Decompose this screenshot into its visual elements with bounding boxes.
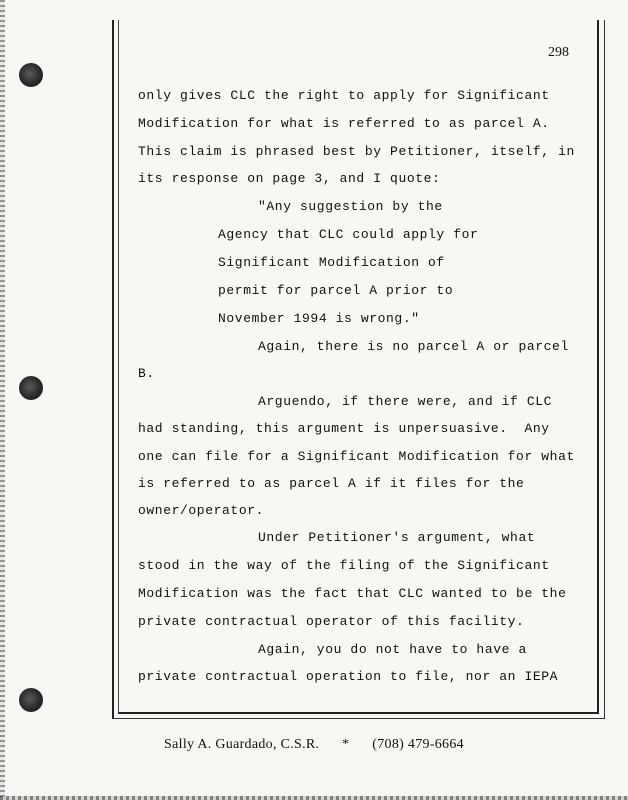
footer-separator: * — [342, 737, 350, 752]
transcript-line: Under Petitioner's argument, what — [258, 530, 536, 545]
quote-line: Significant Modification of — [218, 255, 445, 270]
quote-line: November 1994 is wrong." — [218, 311, 420, 326]
transcript-line: Again, there is no parcel A or parcel — [258, 339, 569, 354]
transcript-line: This claim is phrased best by Petitioner, itself, in — [138, 144, 575, 159]
reporter-footer — [0, 737, 628, 753]
binder-hole-middle — [19, 376, 43, 400]
transcript-line: private contractual operator of this facility. — [138, 614, 525, 629]
transcript-line: Arguendo, if there were, and if CLC — [258, 394, 553, 409]
transcript-line: B. — [138, 366, 155, 381]
transcript-line: only gives CLC the right to apply for Significant — [138, 88, 550, 103]
quote-line: "Any suggestion by the — [258, 199, 443, 214]
reporter-phone: (708) 479-6664 — [372, 737, 464, 752]
quote-line: permit for parcel A prior to — [218, 283, 454, 298]
quote-line: Agency that CLC could apply for — [218, 227, 479, 242]
transcript-line: private contractual operation to file, nor an IEPA — [138, 669, 559, 684]
scan-edge-bottom — [0, 796, 628, 800]
scan-edge-left — [0, 0, 5, 800]
reporter-name: Sally A. Guardado, C.S.R. — [164, 737, 320, 752]
transcript-line: stood in the way of the filing of the Significant — [138, 558, 550, 573]
transcript-line: one can file for a Significant Modification for what — [138, 449, 575, 464]
page-number: 298 — [548, 45, 569, 60]
transcript-line: Modification for what is referred to as parcel A. — [138, 116, 550, 131]
transcript-line: had standing, this argument is unpersuasive. Any — [138, 421, 550, 436]
binder-hole-bottom — [19, 688, 43, 712]
transcript-line: Again, you do not have to have a — [258, 642, 527, 657]
binder-hole-top — [19, 63, 43, 87]
transcript-line: its response on page 3, and I quote: — [138, 171, 441, 186]
transcript-line: owner/operator. — [138, 503, 265, 518]
transcript-line: Modification was the fact that CLC wanted to be the — [138, 586, 567, 601]
transcript-line: is referred to as parcel A if it files for the — [138, 476, 525, 491]
